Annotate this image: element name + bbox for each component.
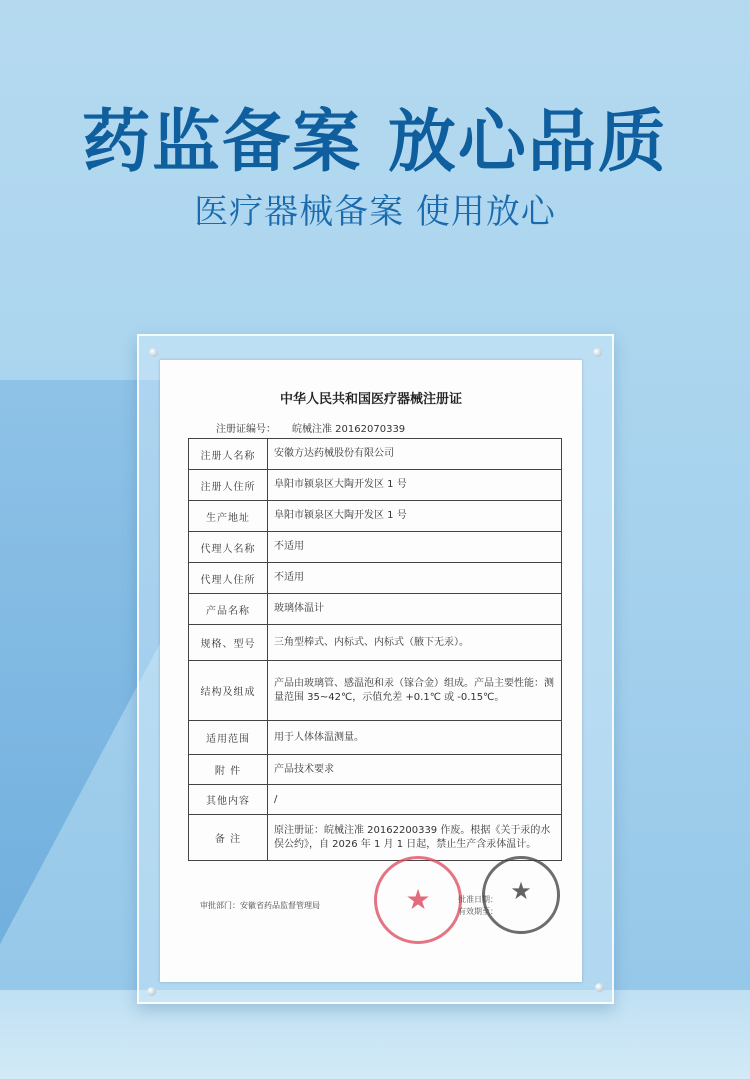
row-label: 注册人名称	[189, 439, 268, 470]
approval-department-value: 安徽省药品监督管理局	[240, 901, 320, 910]
row-label: 代理人住所	[189, 563, 268, 594]
page-title: 药监备案 放心品质	[82, 103, 668, 182]
page-subtitle: 医疗器械备案 使用放心	[194, 192, 556, 232]
row-value: 阜阳市颍泉区大陶开发区 1 号	[268, 470, 562, 501]
pin-icon	[593, 348, 602, 357]
table-row	[189, 532, 562, 563]
approval-department	[200, 900, 320, 911]
approval-date-label: 批准日期：	[458, 895, 498, 904]
table-row	[189, 470, 562, 501]
pin-icon	[595, 983, 604, 992]
registration-certificate	[160, 360, 582, 982]
registration-number-value: 皖械注准 20162070339	[292, 424, 406, 435]
table-row	[189, 625, 562, 661]
registration-number	[216, 420, 405, 435]
certificate-title: 中华人民共和国医疗器械注册证	[279, 392, 462, 407]
table-row	[189, 755, 562, 785]
authority-seal-icon: ★	[482, 856, 560, 934]
certificate-table	[188, 438, 562, 861]
table-row	[189, 501, 562, 532]
row-value: 原注册证：皖械注准 20162200339 作废。根据《关于汞的水俣公约》，自 2026 年 1 月 1 日起，禁止生产含汞体温计。	[268, 815, 562, 861]
row-label: 适用范围	[189, 721, 268, 755]
row-label: 备 注	[189, 815, 268, 861]
row-label: 其他内容	[189, 785, 268, 815]
row-value: 产品技术要求	[268, 755, 562, 785]
row-value: 产品由玻璃管、感温泡和汞（镓合金）组成。产品主要性能：测量范围 35~42℃，示值允差 +0.1℃ 或 -0.15℃。	[268, 661, 562, 721]
table-row	[189, 563, 562, 594]
row-label: 注册人住所	[189, 470, 268, 501]
pin-icon	[149, 348, 158, 357]
row-value: /	[268, 785, 562, 815]
row-value: 安徽方达药械股份有限公司	[268, 439, 562, 470]
row-value: 阜阳市颍泉区大陶开发区 1 号	[268, 501, 562, 532]
row-value: 不适用	[268, 532, 562, 563]
row-label: 结构及组成	[189, 661, 268, 721]
row-label: 生产地址	[189, 501, 268, 532]
table-row	[189, 785, 562, 815]
row-value: 不适用	[268, 563, 562, 594]
row-label: 附 件	[189, 755, 268, 785]
row-label: 代理人名称	[189, 532, 268, 563]
valid-until-label: 有效期至：	[458, 907, 498, 916]
approval-department-label: 审批部门：	[200, 901, 240, 910]
row-value: 三角型棒式、内标式、内标式（腋下无汞）。	[268, 625, 562, 661]
table-row	[189, 721, 562, 755]
row-label: 产品名称	[189, 594, 268, 625]
table-row	[189, 815, 562, 861]
table-row	[189, 594, 562, 625]
row-label: 规格、型号	[189, 625, 268, 661]
row-value: 用于人体体温测量。	[268, 721, 562, 755]
pin-icon	[147, 987, 156, 996]
company-seal-icon: ★	[374, 856, 462, 944]
table-row	[189, 439, 562, 470]
table-row	[189, 661, 562, 721]
row-value: 玻璃体温计	[268, 594, 562, 625]
registration-number-label: 注册证编号：	[216, 424, 276, 435]
